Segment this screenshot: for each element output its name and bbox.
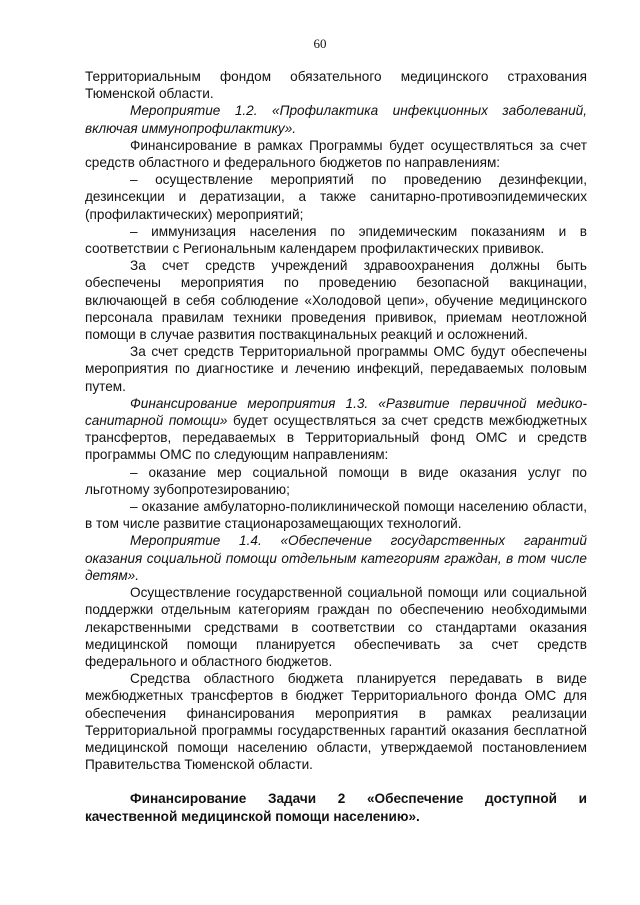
list-item: – оказание амбулаторно-поликлинической помощи населению области, в том числе развитие стационарозамещающих технологий.: [85, 499, 587, 532]
section-heading: Финансирование Задачи 2 «Обеспечение доступной и качественной медицинской помощи населению».: [85, 791, 587, 824]
measure-title: Мероприятие 1.4. «Обеспечение государственных гарантий оказания социальной помощи отдельным категориям граждан, в том числе детям».: [85, 533, 587, 583]
paragraph: Финансирование в рамках Программы будет осуществляться за счет средств областного и федерального бюджетов по направлениям:: [85, 137, 587, 171]
paragraph: Осуществление государственной социальной помощи или социальной поддержки отдельным категориям граждан по обеспечению необходимыми лекарственными средствами в соответствии со стандартами оказания медицинской помощи планируется обеспечивать за счет средств федерального и областного бюджетов.: [85, 585, 587, 669]
document-body: [85, 68, 587, 825]
list-item: – иммунизация населения по эпидемическим показаниям и в соответствии с Региональным календарем профилактических прививок.: [85, 223, 587, 257]
paragraph: За счет средств учреждений здравоохранения должны быть обеспечены мероприятия по проведению безопасной вакцинации, включающей в себя соблюдение «Холодовой цепи», обучение медицинского персонала правилам техники проведения прививок, приемам неотложной помощи в случае развития поствакцинальных реакций и осложнений.: [85, 258, 587, 343]
paragraph-rest: будет осуществляться за счет средств межбюджетных трансфертов, передаваемых в Территориальный фонд ОМС и средств программы ОМС по следующим направлениям:: [85, 413, 588, 463]
page-number: 60: [313, 36, 327, 51]
list-item: – оказание мер социальной помощи в виде оказания услуг по льготному зубопротезированию;: [85, 464, 587, 497]
paragraph: [85, 395, 587, 464]
paragraph: За счет средств Территориальной программы ОМС будут обеспечены мероприятия по диагностике и лечению инфекций, передаваемых половым путем.: [85, 344, 587, 394]
paragraph: Территориальным фондом обязательного медицинского страхования Тюменской области.: [85, 69, 587, 102]
italic-lead: Финансирование мероприятия 1.3. «Развитие первичной медико-санитарной помощи»: [85, 395, 587, 429]
paragraph: Средства областного бюджета планируется передавать в виде межбюджетных трансфертов в бюджет Территориального фонда ОМС для обеспечения финансирования мероприятия в рамках реализации Территориальной программы государственных гарантий оказания бесплатной медицинской помощи населению области, утверждаемой постановлением Правительства Тюменской области.: [85, 671, 587, 773]
list-item: – осуществление мероприятий по проведению дезинфекции, дезинсекции и дератизации, а также санитарно-противоэпидемических (профилактических) мероприятий;: [85, 172, 587, 222]
measure-title: Мероприятие 1.2. «Профилактика инфекционных заболеваний, включая иммунопрофилактику».: [85, 103, 587, 136]
